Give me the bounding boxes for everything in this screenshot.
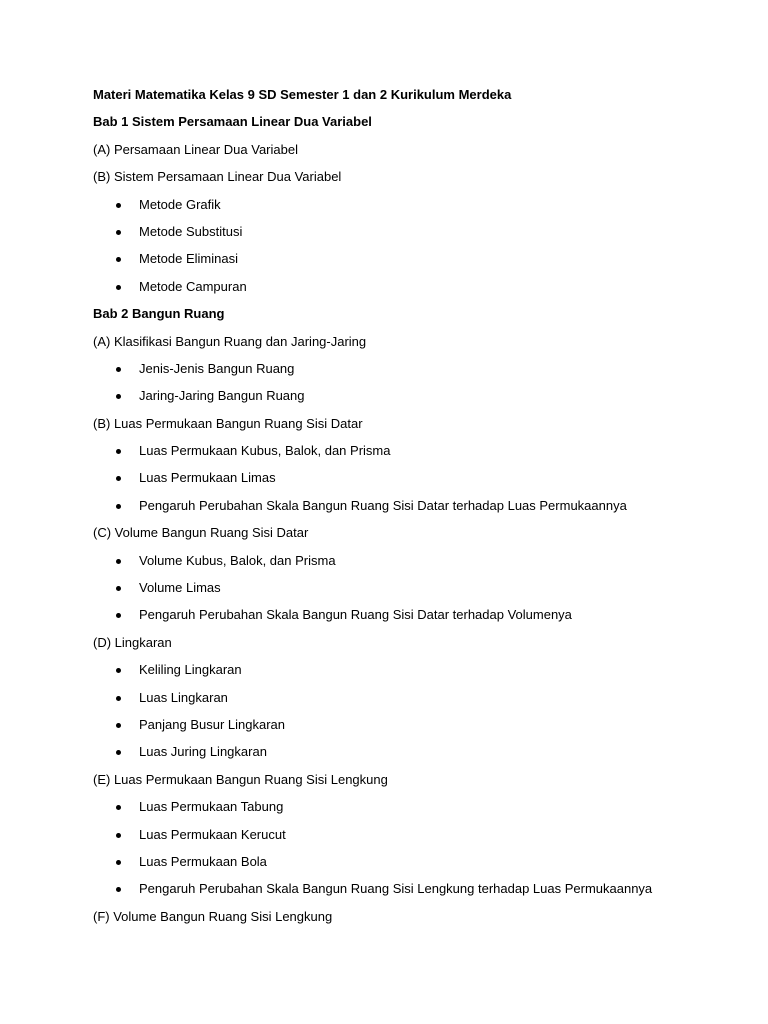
- bullet-item-text: Jenis-Jenis Bangun Ruang: [139, 360, 295, 376]
- bullet-item-text: Pengaruh Perubahan Skala Bangun Ruang Sisi Lengkung terhadap Luas Permukaannya: [139, 881, 653, 897]
- bullet-item-text: Metode Substitusi: [139, 223, 243, 239]
- subsection-line: (A) Klasifikasi Bangun Ruang dan Jaring-Jaring: [93, 333, 367, 349]
- bullet-item: [93, 826, 733, 844]
- bullet-dot-icon: [116, 586, 121, 591]
- bullet-item: [93, 880, 733, 898]
- bullet-item-text: Volume Limas: [139, 580, 221, 596]
- bullet-item: [93, 661, 733, 679]
- bullet-item: [93, 689, 733, 707]
- subsection-line: (B) Luas Permukaan Bangun Ruang Sisi Datar: [93, 415, 363, 431]
- bullet-item-text: Keliling Lingkaran: [139, 662, 242, 678]
- bullet-item: [93, 798, 733, 816]
- bullet-item: [93, 469, 733, 487]
- bullet-item-text: Metode Grafik: [139, 196, 221, 212]
- bullet-dot-icon: [116, 668, 121, 673]
- bullet-item-text: Luas Permukaan Tabung: [139, 799, 284, 815]
- bullet-item: [93, 442, 733, 460]
- bullet-item: [93, 223, 733, 241]
- bullet-item-text: Luas Juring Lingkaran: [139, 744, 267, 760]
- bullet-dot-icon: [116, 285, 121, 290]
- subsection-line: (E) Luas Permukaan Bangun Ruang Sisi Lengkung: [93, 771, 388, 787]
- section-heading: Bab 2 Bangun Ruang: [93, 306, 225, 322]
- bullet-item: [93, 250, 733, 268]
- subsection-line: (F) Volume Bangun Ruang Sisi Lengkung: [93, 908, 333, 924]
- bullet-dot-icon: [116, 230, 121, 235]
- bullet-item: [93, 743, 733, 761]
- document-lines: [93, 113, 733, 925]
- bullet-item: [93, 196, 733, 214]
- bullet-item-text: Luas Permukaan Bola: [139, 853, 267, 869]
- bullet-item-text: Panjang Busur Lingkaran: [139, 716, 285, 732]
- bullet-dot-icon: [116, 476, 121, 481]
- bullet-dot-icon: [116, 257, 121, 262]
- bullet-dot-icon: [116, 860, 121, 865]
- bullet-item: [93, 552, 733, 570]
- bullet-dot-icon: [116, 887, 121, 892]
- bullet-item-text: Luas Lingkaran: [139, 689, 228, 705]
- subsection-line: (B) Sistem Persamaan Linear Dua Variabel: [93, 169, 342, 185]
- bullet-item: [93, 278, 733, 296]
- bullet-item-text: Metode Campuran: [139, 278, 247, 294]
- bullet-item-text: Metode Eliminasi: [139, 251, 238, 267]
- bullet-dot-icon: [116, 613, 121, 618]
- bullet-dot-icon: [116, 750, 121, 755]
- bullet-item: [93, 716, 733, 734]
- bullet-dot-icon: [116, 367, 121, 372]
- bullet-item-text: Luas Permukaan Limas: [139, 470, 276, 486]
- bullet-item-text: Jaring-Jaring Bangun Ruang: [139, 388, 305, 404]
- bullet-dot-icon: [116, 805, 121, 810]
- bullet-dot-icon: [116, 449, 121, 454]
- bullet-item: [93, 360, 733, 378]
- bullet-item-text: Volume Kubus, Balok, dan Prisma: [139, 552, 336, 568]
- bullet-dot-icon: [116, 203, 121, 208]
- bullet-item: [93, 387, 733, 405]
- subsection-line: (A) Persamaan Linear Dua Variabel: [93, 141, 298, 157]
- bullet-dot-icon: [116, 696, 121, 701]
- bullet-dot-icon: [116, 833, 121, 838]
- subsection-line: (C) Volume Bangun Ruang Sisi Datar: [93, 525, 309, 541]
- section-heading: Bab 1 Sistem Persamaan Linear Dua Variabel: [93, 114, 372, 130]
- subsection-line: (D) Lingkaran: [93, 634, 172, 650]
- document-title: Materi Matematika Kelas 9 SD Semester 1 dan 2 Kurikulum Merdeka: [93, 87, 512, 102]
- bullet-dot-icon: [116, 504, 121, 509]
- bullet-item: [93, 579, 733, 597]
- bullet-item-text: Pengaruh Perubahan Skala Bangun Ruang Sisi Datar terhadap Volumenya: [139, 607, 572, 623]
- bullet-dot-icon: [116, 394, 121, 399]
- bullet-item-text: Luas Permukaan Kerucut: [139, 826, 286, 842]
- bullet-dot-icon: [116, 723, 121, 728]
- bullet-item-text: Luas Permukaan Kubus, Balok, dan Prisma: [139, 443, 391, 459]
- bullet-dot-icon: [116, 559, 121, 564]
- bullet-item: [93, 853, 733, 871]
- document-body: [93, 86, 733, 935]
- bullet-item-text: Pengaruh Perubahan Skala Bangun Ruang Sisi Datar terhadap Luas Permukaannya: [139, 497, 627, 513]
- bullet-item: [93, 606, 733, 624]
- bullet-item: [93, 497, 733, 515]
